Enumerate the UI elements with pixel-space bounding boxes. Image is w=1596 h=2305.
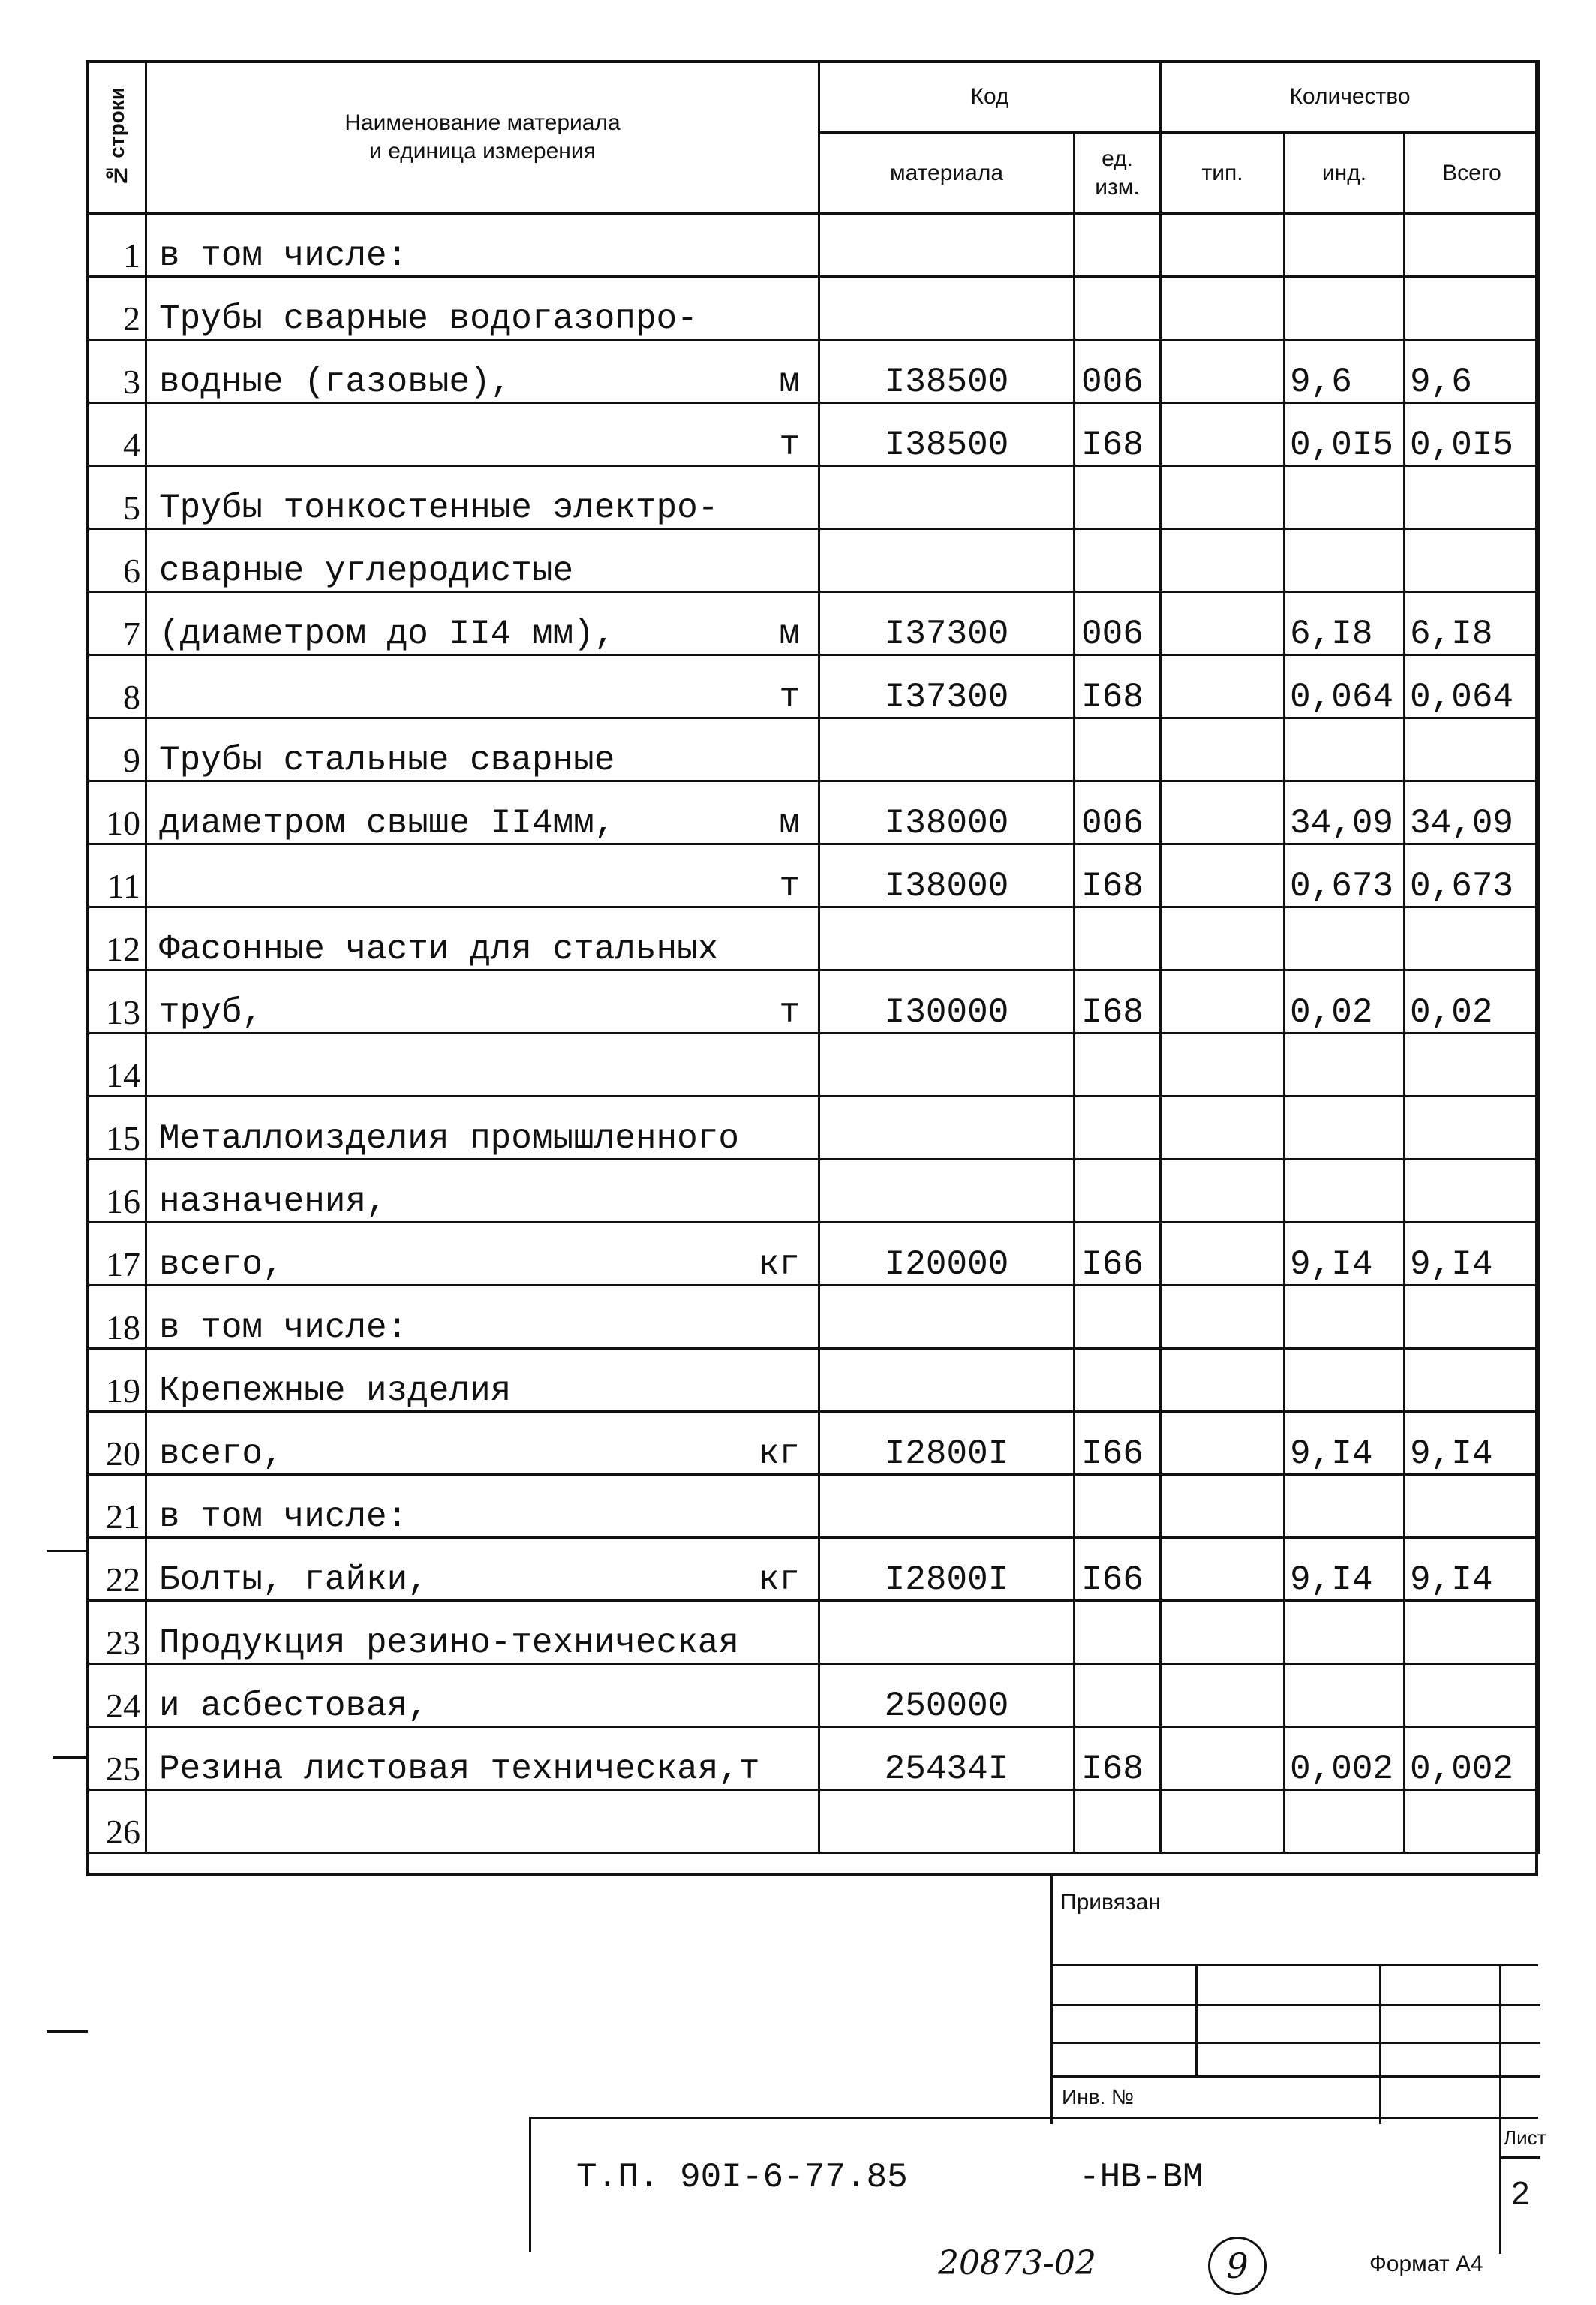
- unit-code: I68: [1075, 1727, 1161, 1790]
- doc-code: Т.П. 90I-6-77.85: [576, 2158, 908, 2197]
- material-name: [146, 466, 819, 529]
- material-name-text: сварные углеродистые: [159, 552, 574, 591]
- unit-code: [1075, 1286, 1161, 1349]
- qty-total: 0,673: [1405, 844, 1540, 907]
- material-name: [146, 718, 819, 781]
- qty-typ: [1161, 1160, 1285, 1223]
- unit-code: [1075, 1349, 1161, 1412]
- qty-total: [1405, 1286, 1540, 1349]
- material-code: [819, 1601, 1075, 1664]
- qty-typ: [1161, 592, 1285, 655]
- qty-ind: 0,673: [1285, 844, 1405, 907]
- qty-ind: 34,09: [1285, 781, 1405, 844]
- inv-no-label: Инв. №: [1062, 2085, 1135, 2108]
- material-name-text: труб,: [159, 993, 263, 1032]
- qty-typ: [1161, 1286, 1285, 1349]
- measure-unit: кг: [758, 1560, 800, 1599]
- measure-unit: м: [779, 804, 800, 843]
- unit-code: I66: [1075, 1538, 1161, 1601]
- doc-suffix: -НВ-ВМ: [1079, 2158, 1204, 2197]
- material-code: I38000: [819, 844, 1075, 907]
- header-code-material: материала: [819, 133, 1075, 214]
- unit-code: [1075, 1034, 1161, 1097]
- table-row: [88, 1664, 1540, 1727]
- qty-ind: 9,6: [1285, 340, 1405, 403]
- unit-code: [1075, 1790, 1161, 1853]
- qty-total: [1405, 1097, 1540, 1160]
- row-number: 25: [88, 1727, 146, 1790]
- qty-ind: [1285, 718, 1405, 781]
- table-row: [88, 907, 1540, 970]
- material-code: I37300: [819, 655, 1075, 718]
- unit-code: [1075, 1097, 1161, 1160]
- sheet-label: Лист: [1504, 2126, 1546, 2149]
- unit-code: I66: [1075, 1412, 1161, 1475]
- margin-tick: [47, 1550, 88, 1552]
- table-row: [88, 1349, 1540, 1412]
- unit-code: 006: [1075, 781, 1161, 844]
- qty-total: [1405, 1160, 1540, 1223]
- unit-code: [1075, 277, 1161, 340]
- qty-total: 0,002: [1405, 1727, 1540, 1790]
- row-number: 24: [88, 1664, 146, 1727]
- material-code: [819, 1286, 1075, 1349]
- table-row: [88, 1034, 1540, 1097]
- material-name: [146, 529, 819, 592]
- material-name: [146, 1475, 819, 1538]
- header-quantity: Количество: [1161, 62, 1540, 133]
- unit-code: I66: [1075, 1223, 1161, 1286]
- material-name-text: Трубы стальные сварные: [159, 741, 615, 780]
- material-name: [146, 1097, 819, 1160]
- material-name: [146, 340, 819, 403]
- material-name-text: Трубы сварные водогазопро-: [159, 299, 698, 339]
- table-row: [88, 403, 1540, 466]
- qty-total: [1405, 1475, 1540, 1538]
- row-number: 12: [88, 907, 146, 970]
- row-number: 15: [88, 1097, 146, 1160]
- material-code: [819, 1034, 1075, 1097]
- material-code: I2800I: [819, 1538, 1075, 1601]
- qty-ind: 0,064: [1285, 655, 1405, 718]
- material-name-text: (диаметром до II4 мм),: [159, 615, 615, 654]
- table-row: [88, 655, 1540, 718]
- material-code: I2800I: [819, 1412, 1075, 1475]
- measure-unit: т: [779, 993, 800, 1032]
- material-name-text: Фасонные части для стальных: [159, 930, 719, 969]
- table-row: [88, 1538, 1540, 1601]
- qty-ind: 0,02: [1285, 970, 1405, 1034]
- qty-ind: [1285, 1349, 1405, 1412]
- material-code: [819, 718, 1075, 781]
- material-name: [146, 592, 819, 655]
- material-name-text: всего,: [159, 1434, 284, 1473]
- material-name-text: всего,: [159, 1245, 284, 1284]
- header-qty-total: Всего: [1405, 133, 1540, 214]
- table-row: [88, 781, 1540, 844]
- qty-typ: [1161, 1790, 1285, 1853]
- table-row: [88, 1475, 1540, 1538]
- material-name: [146, 1286, 819, 1349]
- unit-code: [1075, 718, 1161, 781]
- material-code: [819, 466, 1075, 529]
- qty-total: 6,I8: [1405, 592, 1540, 655]
- sheet-number: 2: [1511, 2175, 1530, 2212]
- format-label: Формат А4: [1369, 2252, 1483, 2276]
- material-name: [146, 1664, 819, 1727]
- material-code: I37300: [819, 592, 1075, 655]
- row-number: 13: [88, 970, 146, 1034]
- qty-typ: [1161, 907, 1285, 970]
- header-qty-ind: инд.: [1285, 133, 1405, 214]
- privyazan-box: [1050, 1876, 1538, 1966]
- header-material-name: Наименование материала и единица измерения: [146, 62, 819, 214]
- qty-typ: [1161, 340, 1285, 403]
- qty-typ: [1161, 1727, 1285, 1790]
- qty-ind: [1285, 907, 1405, 970]
- material-code: [819, 1475, 1075, 1538]
- table-row: [88, 1286, 1540, 1349]
- row-number: 20: [88, 1412, 146, 1475]
- row-number: 14: [88, 1034, 146, 1097]
- material-code: I30000: [819, 970, 1075, 1034]
- material-code: [819, 529, 1075, 592]
- table-row: [88, 340, 1540, 403]
- qty-typ: [1161, 1601, 1285, 1664]
- qty-total: [1405, 466, 1540, 529]
- table-row: [88, 1223, 1540, 1286]
- qty-total: [1405, 718, 1540, 781]
- header-code-unit: ед. изм.: [1075, 133, 1161, 214]
- qty-total: [1405, 1349, 1540, 1412]
- unit-code: [1075, 1160, 1161, 1223]
- row-number: 18: [88, 1286, 146, 1349]
- qty-ind: [1285, 1664, 1405, 1727]
- qty-typ: [1161, 1664, 1285, 1727]
- unit-code: I68: [1075, 970, 1161, 1034]
- qty-ind: [1285, 1601, 1405, 1664]
- material-name: [146, 1601, 819, 1664]
- material-code: [819, 277, 1075, 340]
- material-name: [146, 277, 819, 340]
- row-number: 10: [88, 781, 146, 844]
- material-name-text: и асбестовая,: [159, 1687, 428, 1726]
- material-name: [146, 1412, 819, 1475]
- doc-title-box: [529, 2117, 1546, 2252]
- row-number: 11: [88, 844, 146, 907]
- measure-unit: м: [779, 363, 800, 402]
- qty-ind: 9,I4: [1285, 1223, 1405, 1286]
- qty-typ: [1161, 1475, 1285, 1538]
- row-number: 8: [88, 655, 146, 718]
- table-row: [88, 970, 1540, 1034]
- qty-typ: [1161, 970, 1285, 1034]
- material-name: [146, 1538, 819, 1601]
- material-name-text: назначения,: [159, 1182, 387, 1221]
- row-number: 4: [88, 403, 146, 466]
- row-number: 19: [88, 1349, 146, 1412]
- material-name-text: Трубы тонкостенные электро-: [159, 489, 719, 528]
- table-row: [88, 529, 1540, 592]
- material-spec-table: [86, 60, 1540, 1854]
- qty-typ: [1161, 1349, 1285, 1412]
- measure-unit: т: [779, 678, 800, 717]
- material-code: [819, 1349, 1075, 1412]
- material-code: [819, 1790, 1075, 1853]
- qty-ind: [1285, 1034, 1405, 1097]
- qty-typ: [1161, 277, 1285, 340]
- qty-typ: [1161, 1223, 1285, 1286]
- material-name-text: Болты, гайки,: [159, 1560, 428, 1599]
- material-code: [819, 1160, 1075, 1223]
- table-row: [88, 844, 1540, 907]
- unit-code: I68: [1075, 655, 1161, 718]
- material-name-text: в том числе:: [159, 236, 408, 275]
- stamp-grid: [1050, 1966, 1538, 2124]
- qty-typ: [1161, 529, 1285, 592]
- qty-total: 9,6: [1405, 340, 1540, 403]
- qty-total: [1405, 1034, 1540, 1097]
- unit-code: I68: [1075, 403, 1161, 466]
- unit-code: [1075, 466, 1161, 529]
- unit-code: 006: [1075, 592, 1161, 655]
- header-code: Код: [819, 62, 1161, 133]
- row-number: 16: [88, 1160, 146, 1223]
- qty-typ: [1161, 403, 1285, 466]
- qty-ind: [1285, 466, 1405, 529]
- qty-total: 0,02: [1405, 970, 1540, 1034]
- material-name-text: Резина листовая техническая,т: [159, 1750, 760, 1789]
- qty-ind: [1285, 1286, 1405, 1349]
- qty-ind: [1285, 1475, 1405, 1538]
- material-name: [146, 781, 819, 844]
- qty-typ: [1161, 1034, 1285, 1097]
- qty-total: [1405, 907, 1540, 970]
- material-code: 25434I: [819, 1727, 1075, 1790]
- measure-unit: т: [779, 867, 800, 906]
- material-name: [146, 1160, 819, 1223]
- material-name-text: водные (газовые),: [159, 363, 512, 402]
- unit-code: [1075, 1601, 1161, 1664]
- qty-total: [1405, 1664, 1540, 1727]
- measure-unit: м: [779, 615, 800, 654]
- measure-unit: кг: [758, 1245, 800, 1284]
- qty-ind: 0,0I5: [1285, 403, 1405, 466]
- row-number: 3: [88, 340, 146, 403]
- unit-code: 006: [1075, 340, 1161, 403]
- material-name: [146, 1790, 819, 1853]
- header-qty-typ: тип.: [1161, 133, 1285, 214]
- qty-ind: 0,002: [1285, 1727, 1405, 1790]
- qty-typ: [1161, 1538, 1285, 1601]
- qty-total: 34,09: [1405, 781, 1540, 844]
- row-number: 2: [88, 277, 146, 340]
- row-number: 9: [88, 718, 146, 781]
- qty-ind: [1285, 529, 1405, 592]
- unit-code: [1075, 1475, 1161, 1538]
- qty-typ: [1161, 655, 1285, 718]
- table-row: [88, 592, 1540, 655]
- table-row: [88, 1790, 1540, 1853]
- table-row: [88, 718, 1540, 781]
- row-number: 6: [88, 529, 146, 592]
- table-row: [88, 1412, 1540, 1475]
- material-name: [146, 970, 819, 1034]
- material-name: [146, 907, 819, 970]
- qty-ind: 9,I4: [1285, 1538, 1405, 1601]
- qty-total: [1405, 214, 1540, 277]
- margin-tick: [53, 1756, 86, 1759]
- header-row-number: № строки: [88, 62, 146, 214]
- material-code: 250000: [819, 1664, 1075, 1727]
- row-number: 5: [88, 466, 146, 529]
- table-row: [88, 1160, 1540, 1223]
- material-code: I38000: [819, 781, 1075, 844]
- qty-typ: [1161, 718, 1285, 781]
- material-code: [819, 214, 1075, 277]
- qty-ind: 6,I8: [1285, 592, 1405, 655]
- material-name: [146, 844, 819, 907]
- material-name-text: в том числе:: [159, 1308, 408, 1347]
- row-number: 17: [88, 1223, 146, 1286]
- qty-ind: [1285, 1790, 1405, 1853]
- qty-total: 9,I4: [1405, 1223, 1540, 1286]
- table-row: [88, 1601, 1540, 1664]
- measure-unit: кг: [758, 1434, 800, 1473]
- material-name: [146, 1223, 819, 1286]
- material-code: I38500: [819, 403, 1075, 466]
- table-row: [88, 1727, 1540, 1790]
- measure-unit: т: [779, 426, 800, 465]
- material-name-text: Крепежные изделия: [159, 1371, 512, 1410]
- qty-total: [1405, 277, 1540, 340]
- qty-total: [1405, 1790, 1540, 1853]
- material-name: [146, 214, 819, 277]
- row-number: 1: [88, 214, 146, 277]
- table-row: [88, 277, 1540, 340]
- unit-code: [1075, 1664, 1161, 1727]
- qty-total: 0,064: [1405, 655, 1540, 718]
- table-row: [88, 214, 1540, 277]
- material-code: I20000: [819, 1223, 1075, 1286]
- material-code: I38500: [819, 340, 1075, 403]
- qty-ind: [1285, 1160, 1405, 1223]
- unit-code: [1075, 907, 1161, 970]
- row-number: 22: [88, 1538, 146, 1601]
- material-name: [146, 403, 819, 466]
- qty-typ: [1161, 1412, 1285, 1475]
- qty-total: 9,I4: [1405, 1538, 1540, 1601]
- qty-total: [1405, 529, 1540, 592]
- qty-typ: [1161, 466, 1285, 529]
- qty-ind: [1285, 277, 1405, 340]
- qty-total: [1405, 1601, 1540, 1664]
- material-name-text: диаметром свыше II4мм,: [159, 804, 615, 843]
- row-number: 21: [88, 1475, 146, 1538]
- qty-ind: [1285, 214, 1405, 277]
- row-number: 23: [88, 1601, 146, 1664]
- margin-tick: [47, 2030, 88, 2033]
- material-name: [146, 1349, 819, 1412]
- material-name-text: Продукция резино-техническая: [159, 1623, 739, 1663]
- qty-ind: [1285, 1097, 1405, 1160]
- material-name-text: в том числе:: [159, 1497, 408, 1536]
- material-name: [146, 655, 819, 718]
- privyazan-label: Привязан: [1060, 1890, 1161, 1915]
- unit-code: [1075, 529, 1161, 592]
- qty-typ: [1161, 781, 1285, 844]
- circled-number: 9: [1208, 2237, 1267, 2295]
- stamp-bottom-line: [86, 1873, 1538, 1876]
- material-code: [819, 1097, 1075, 1160]
- qty-typ: [1161, 844, 1285, 907]
- order-number: 20873-02: [938, 2244, 1096, 2282]
- material-name: [146, 1034, 819, 1097]
- qty-typ: [1161, 1097, 1285, 1160]
- qty-ind: 9,I4: [1285, 1412, 1405, 1475]
- material-code: [819, 907, 1075, 970]
- qty-total: 0,0I5: [1405, 403, 1540, 466]
- row-number: 7: [88, 592, 146, 655]
- qty-total: 9,I4: [1405, 1412, 1540, 1475]
- table-row: [88, 466, 1540, 529]
- unit-code: I68: [1075, 844, 1161, 907]
- table-row: [88, 1097, 1540, 1160]
- unit-code: [1075, 214, 1161, 277]
- row-number: 26: [88, 1790, 146, 1853]
- qty-typ: [1161, 214, 1285, 277]
- material-name-text: Металлоизделия промышленного: [159, 1119, 739, 1158]
- material-name: [146, 1727, 819, 1790]
